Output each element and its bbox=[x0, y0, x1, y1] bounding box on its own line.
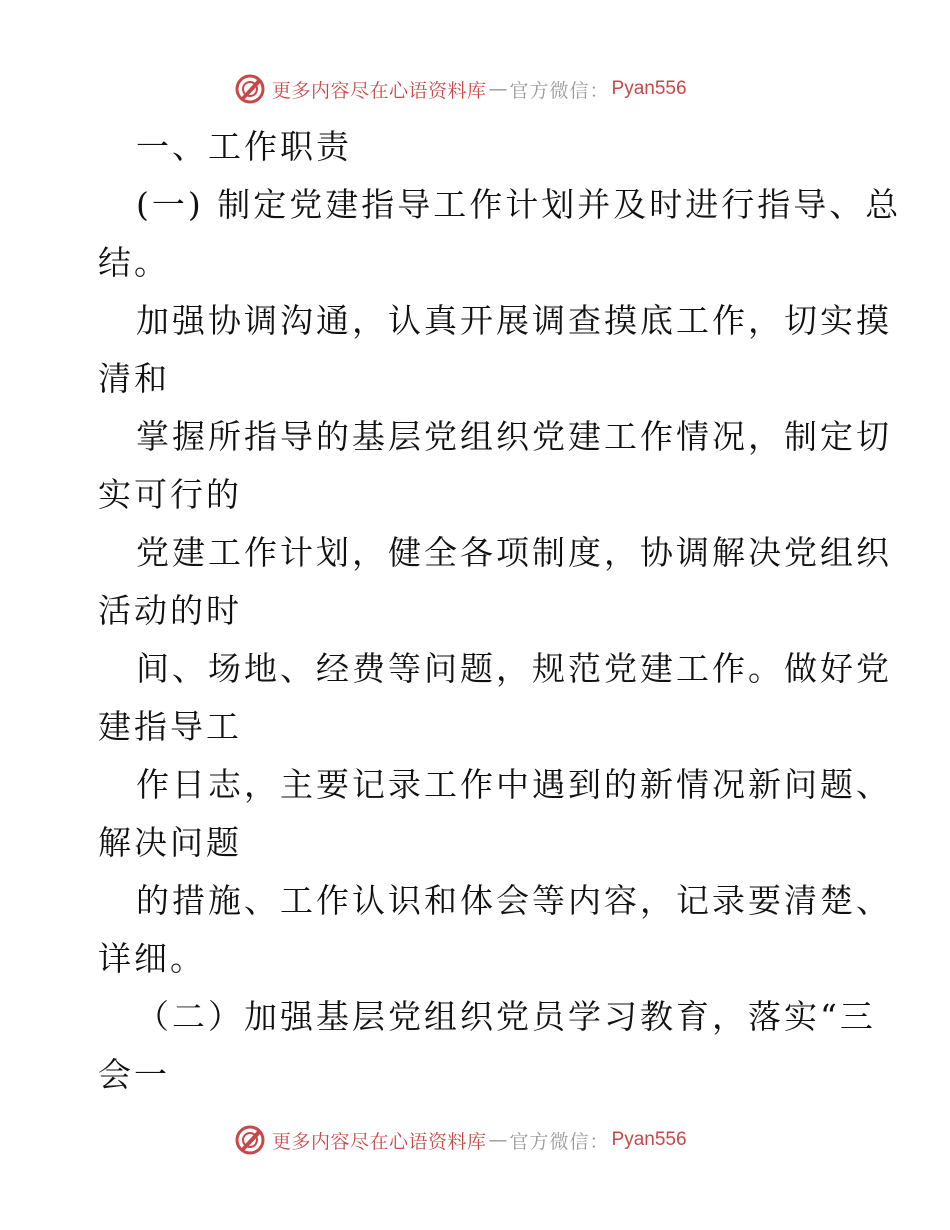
header-watermark bbox=[234, 72, 687, 106]
document-line: 会一 bbox=[98, 1055, 170, 1094]
document-line: （二）加强基层党组织党员学习教育，落实“三 bbox=[136, 997, 876, 1036]
document-line: 的措施、工作认识和体会等内容，记录要清楚、 bbox=[136, 881, 892, 920]
document-line: 加强协调沟通，认真开展调查摸底工作，切实摸 bbox=[136, 301, 892, 340]
document-line: 一、工作职责 bbox=[136, 127, 352, 166]
pen-logo-icon bbox=[234, 73, 266, 105]
document-line: 详细。 bbox=[98, 939, 206, 978]
watermark-wechat-id: Pyan556 bbox=[611, 1129, 687, 1150]
document-line: 解决问题 bbox=[98, 823, 242, 862]
watermark-dash: — bbox=[488, 1129, 508, 1151]
document-line: 活动的时 bbox=[98, 591, 242, 630]
document-line: 建指导工 bbox=[98, 707, 242, 746]
watermark-official-label: 官方微信： bbox=[509, 1130, 610, 1153]
pen-logo-icon bbox=[234, 1124, 266, 1156]
watermark-site-text: 更多内容尽在心语资料库 bbox=[272, 1130, 487, 1153]
document-line: 清和 bbox=[98, 359, 170, 398]
watermark-site-text: 更多内容尽在心语资料库 bbox=[272, 79, 487, 102]
document-body bbox=[98, 118, 902, 1104]
watermark-dash: — bbox=[488, 78, 508, 100]
document-line: 间、场地、经费等问题，规范党建工作。做好党 bbox=[136, 649, 892, 688]
footer-watermark bbox=[234, 1123, 687, 1157]
document-line: (一) 制定党建指导工作计划并及时进行指导、总 bbox=[136, 185, 902, 224]
document-line: 作日志，主要记录工作中遇到的新情况新问题、 bbox=[136, 765, 892, 804]
document-line: 党建工作计划，健全各项制度，协调解决党组织 bbox=[136, 533, 892, 572]
watermark-official-label: 官方微信： bbox=[509, 79, 610, 102]
document-line: 实可行的 bbox=[98, 475, 242, 514]
document-line: 结。 bbox=[98, 243, 170, 282]
watermark-wechat-id: Pyan556 bbox=[611, 78, 687, 99]
document-line: 掌握所指导的基层党组织党建工作情况，制定切 bbox=[136, 417, 892, 456]
